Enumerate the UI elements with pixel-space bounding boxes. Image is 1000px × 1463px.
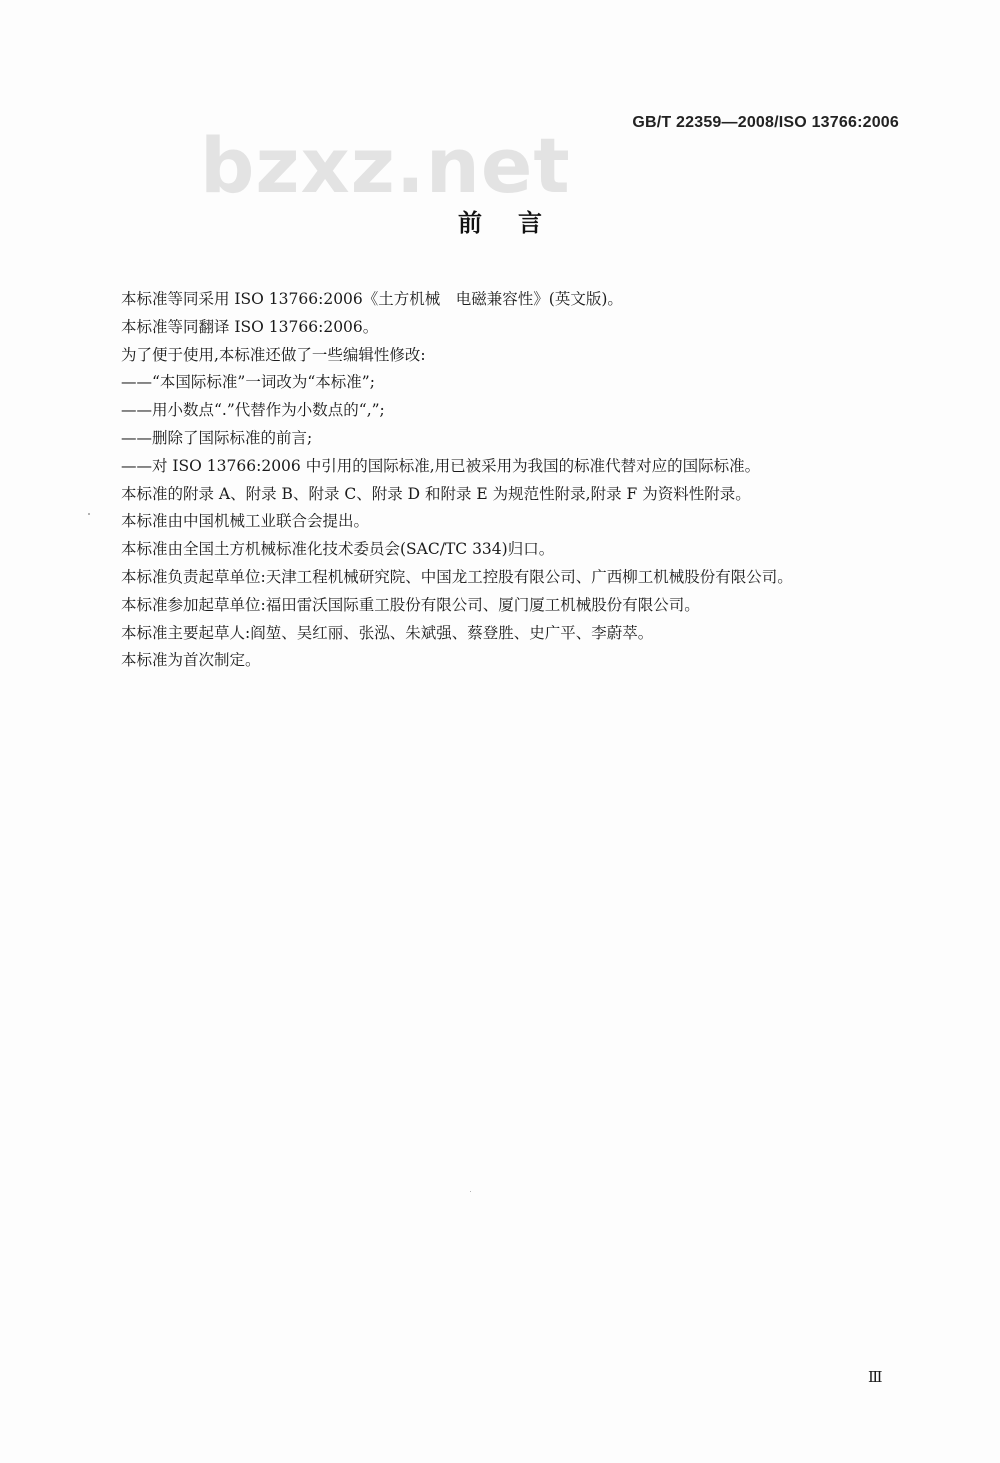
list-item: ——“本国际标准”一词改为“本标准”; [121,373,375,392]
paragraph: 本标准等同采用 ISO 13766:2006《土方机械 电磁兼容性》(英文版)。 [121,290,623,308]
paragraph: 本标准为首次制定。 [121,651,261,670]
paragraph: 本标准由中国机械工业联合会提出。 [121,512,370,531]
paragraph: 本标准负责起草单位:天津工程机械研究院、中国龙工控股有限公司、广西柳工机械股份有限公司。 [121,567,793,586]
watermark-logo: bzxz.net [200,121,571,210]
page-number: Ⅲ [868,1368,883,1386]
paragraph: 本标准等同翻译 ISO 13766:2006。 [121,317,379,336]
paragraph: 本标准参加起草单位:福田雷沃国际重工股份有限公司、厦门厦工机械股份有限公司。 [121,595,700,614]
scan-speck [88,513,90,515]
standard-number: GB/T 22359—2008/ISO 13766:2006 [632,114,899,131]
paragraph: 本标准主要起草人:阎堃、吴红丽、张泓、朱斌强、蔡登胜、史广平、李蔚萃。 [121,623,654,642]
list-item: ——删除了国际标准的前言; [121,428,313,447]
list-item: ——对 ISO 13766:2006 中引用的国际标准,用已被采用为我国的标准代替对应的国际标准。 [121,456,761,475]
paragraph: 为了便于使用,本标准还做了一些编辑性修改: [121,345,426,364]
scan-speck [470,1191,471,1192]
paragraph: 本标准由全国土方机械标准化技术委员会(SAC/TC 334)归口。 [121,540,555,559]
list-item: ——用小数点“.”代替作为小数点的“,”; [121,401,385,420]
foreword-body [121,286,911,675]
page-title: 前言 [458,209,578,237]
paragraph: 本标准的附录 A、附录 B、附录 C、附录 D 和附录 E 为规范性附录,附录 F 为资料性附录。 [121,484,751,503]
